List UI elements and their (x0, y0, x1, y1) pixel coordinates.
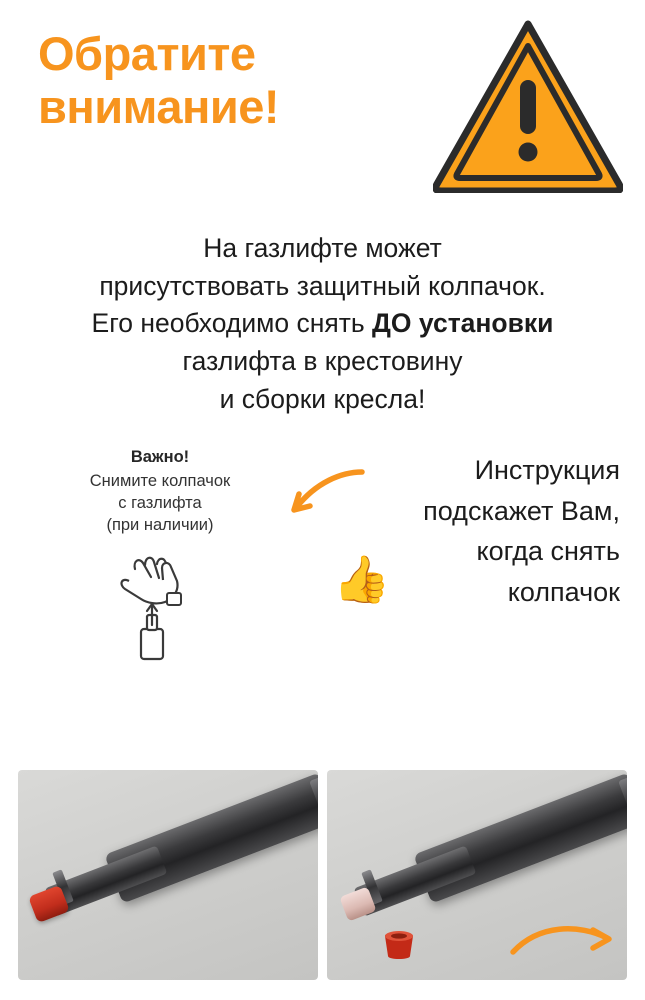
lead-line-1: На газлифте может (203, 233, 442, 263)
instruction-line-4: колпачок (507, 576, 620, 607)
lead-line-3-normal: Его необходимо снять (91, 308, 373, 339)
lead-line-5: и сборки кресла! (219, 383, 426, 414)
transition-arrow-icon (509, 918, 619, 962)
page-title (38, 28, 438, 133)
instruction-line-3: когда снять (476, 536, 620, 567)
lead-line-4: газлифта в крестовину (182, 345, 463, 376)
important-title: Важно! (130, 448, 190, 467)
header-section (0, 0, 645, 212)
lead-line-3-strong: ДО установки (372, 308, 554, 339)
instruction-line-1: Инструкция (474, 455, 620, 486)
hand-removing-cap-icon (105, 547, 215, 662)
lead-paragraph (23, 230, 623, 418)
important-note-block (52, 448, 268, 667)
important-text (52, 471, 268, 537)
warning-triangle-exclamation-icon (433, 18, 623, 193)
photo-gas-lift-with-red-cap (18, 770, 318, 980)
important-line-1: Снимите колпачок (89, 472, 231, 491)
photo-comparison-strip (18, 770, 627, 980)
thumbs-up-icon: 👍 (333, 553, 391, 606)
middle-section (0, 448, 645, 698)
instruction-line-2: подскажет Вам, (423, 495, 620, 526)
removed-red-cap (379, 926, 419, 962)
important-line-2: с газлифта (118, 494, 202, 513)
headline-line-2: внимание! (38, 79, 280, 133)
photo-gas-lift-without-cap (327, 770, 627, 980)
headline-line-1: Обратите (38, 27, 256, 80)
lead-line-2: присутствовать защитный колпачок. (99, 270, 546, 301)
lead-line-3 (23, 305, 623, 343)
important-line-3: (при наличии) (106, 516, 214, 534)
